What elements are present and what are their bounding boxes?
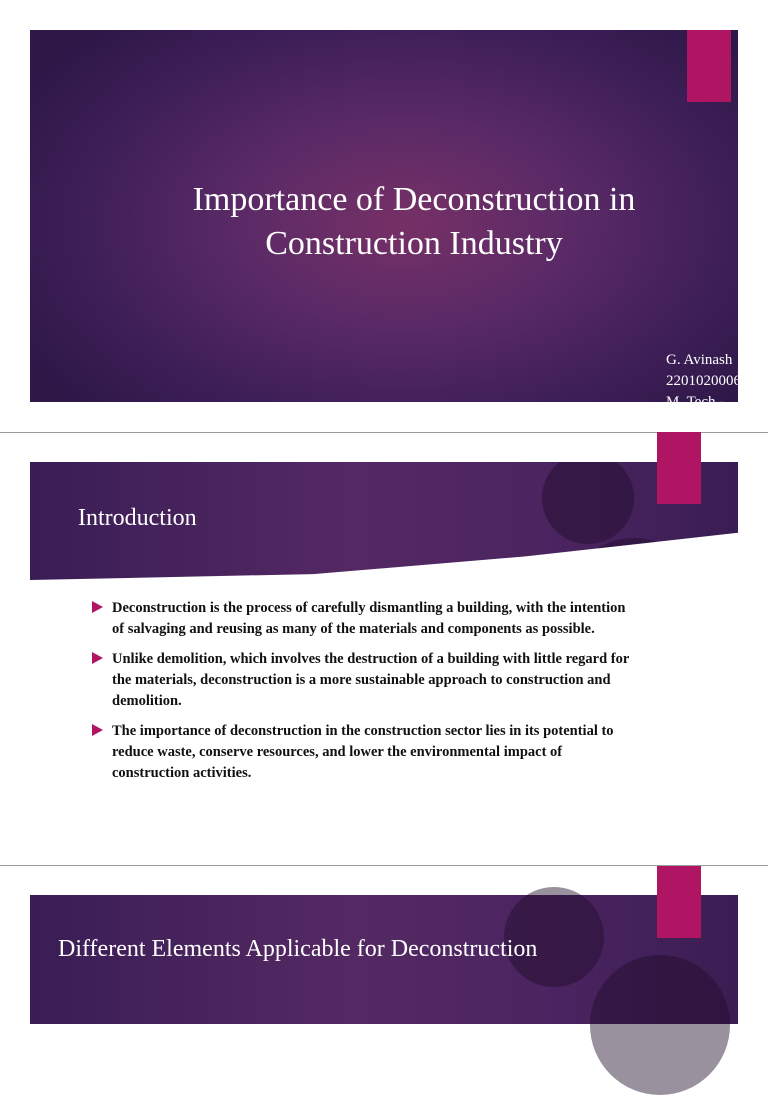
intro-bullet-list — [92, 598, 637, 793]
decorative-circle — [590, 955, 730, 1095]
list-item — [92, 598, 637, 640]
list-item — [92, 649, 637, 712]
intro-title: Introduction — [78, 505, 197, 531]
slide-title-line-1: Importance of Deconstruction in — [192, 181, 636, 218]
author-id: 2201020006 — [666, 373, 741, 389]
bullet-text: Unlike demolition, which involves the destruction of a building with little regard for the materials, deconstruction is a more sustainable approach to construction and demolition. — [112, 651, 630, 709]
triangle-bullet-icon — [92, 724, 103, 736]
slide-title — [90, 178, 738, 266]
accent-tab — [657, 432, 701, 504]
triangle-bullet-icon — [92, 601, 103, 613]
accent-tab — [657, 866, 701, 938]
slide-title-line-2: Construction Industry — [265, 225, 563, 262]
decorative-circle — [564, 538, 704, 580]
author-block — [666, 350, 741, 434]
elements-title: Different Elements Applicable for Deconstruction — [58, 936, 538, 962]
bullet-text: Deconstruction is the process of carefully dismantling a building, with the intention of salvaging and reusing as many of the materials and components as possible. — [112, 600, 626, 637]
triangle-bullet-icon — [92, 652, 103, 664]
accent-tab — [687, 30, 731, 102]
slide-separator — [0, 865, 768, 866]
slide-separator — [0, 432, 768, 433]
author-program: M. Tech - SE — [666, 394, 725, 431]
title-slide — [30, 30, 741, 431]
author-name: G. Avinash — [666, 352, 733, 368]
decorative-circle — [542, 462, 634, 544]
bullet-text: The importance of deconstruction in the construction sector lies in its potential to reduce waste, conserve resources, and lower the environmental impact of construction activities. — [112, 723, 614, 781]
list-item — [92, 721, 637, 784]
